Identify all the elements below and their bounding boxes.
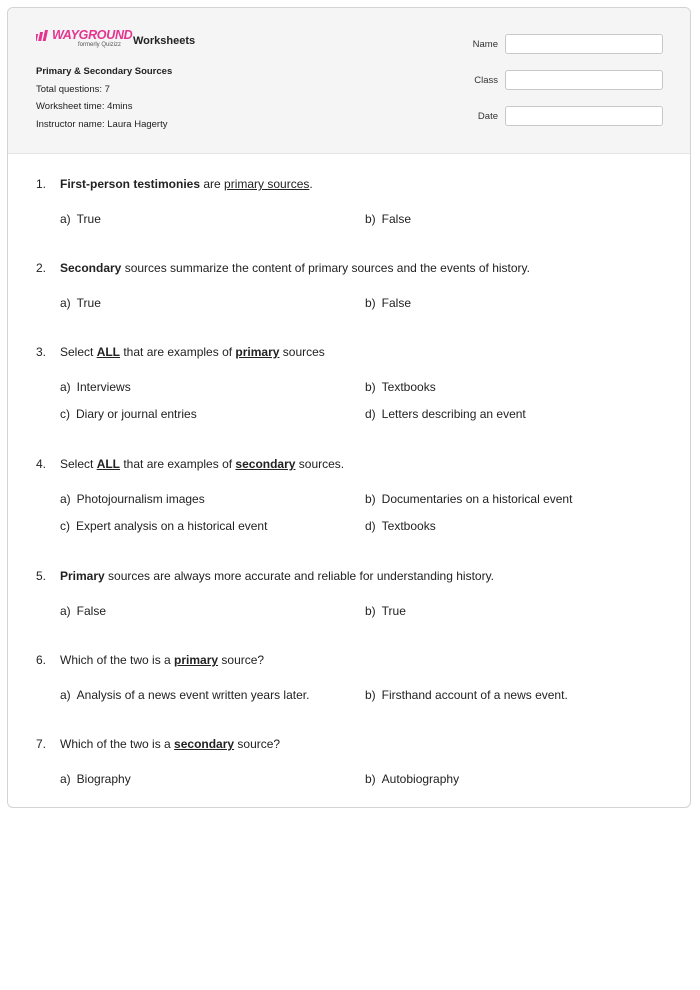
question-text-part: Primary [60, 569, 105, 583]
worksheet-time: Worksheet time: 4mins [36, 101, 133, 112]
question-text-part: Secondary [60, 261, 122, 275]
answer-option[interactable] [60, 772, 131, 786]
question-number: 1. [36, 177, 47, 191]
brand-logo [36, 28, 132, 54]
question-text-part: ALL [96, 345, 121, 359]
question-text-part: primary [174, 653, 219, 667]
name-field[interactable] [505, 34, 663, 54]
option-text: Photojournalism images [76, 492, 205, 506]
question-text-part: Which of the two is a [60, 653, 175, 667]
question-number: 4. [36, 457, 47, 471]
instructor-name: Instructor name: Laura Hagerty [36, 119, 168, 130]
option-text: Analysis of a news event written years later. [76, 688, 310, 702]
question-text [60, 569, 494, 583]
question-text [60, 653, 264, 667]
question-number: 6. [36, 653, 47, 667]
option-text: Letters describing an event [381, 407, 526, 421]
answer-option[interactable] [60, 688, 309, 702]
answer-option[interactable] [60, 296, 101, 310]
option-text: Expert analysis on a historical event [76, 519, 268, 533]
answer-option[interactable] [60, 519, 267, 533]
option-text: False [381, 296, 412, 310]
option-text: Textbooks [381, 380, 436, 394]
question-text [60, 345, 325, 359]
question-number: 7. [36, 737, 47, 751]
question-text-part: secondary [174, 737, 235, 751]
option-letter: b) [365, 604, 376, 618]
answer-option[interactable] [365, 604, 406, 618]
option-text: True [76, 212, 101, 226]
question-number: 2. [36, 261, 47, 275]
answer-option[interactable] [365, 492, 572, 506]
answer-option[interactable] [60, 492, 205, 506]
answer-option[interactable] [365, 407, 526, 421]
brand-logo-text: WAYGROUND [52, 28, 133, 42]
option-letter: a) [60, 492, 71, 506]
question-text-part: source? [218, 653, 265, 667]
question-text-part: primary [235, 345, 280, 359]
question-text-part: . [309, 177, 313, 191]
option-letter: b) [365, 492, 376, 506]
option-text: True [76, 296, 101, 310]
question-text-part: sources. [295, 457, 345, 471]
question-number: 3. [36, 345, 47, 359]
option-text: Autobiography [381, 772, 460, 786]
answer-option[interactable] [60, 212, 101, 226]
option-text: False [76, 604, 107, 618]
option-text: Firsthand account of a news event. [381, 688, 568, 702]
answer-option[interactable] [60, 407, 197, 421]
option-letter: b) [365, 688, 376, 702]
option-text: Textbooks [381, 519, 436, 533]
option-letter: a) [60, 604, 71, 618]
question-text-part: sources summarize the content of primary sources and the events of history. [121, 261, 530, 275]
question-text-part: Select [60, 345, 97, 359]
name-label: Name [472, 39, 498, 50]
option-text: Documentaries on a historical event [381, 492, 573, 506]
date-field[interactable] [505, 106, 663, 126]
answer-option[interactable] [365, 380, 436, 394]
question-text [60, 177, 313, 191]
question-text-part: ALL [96, 457, 121, 471]
question-text [60, 737, 280, 751]
question-text-part: secondary [235, 457, 296, 471]
answer-option[interactable] [365, 296, 411, 310]
question-text-part: sources are always more accurate and reliable for understanding history. [104, 569, 495, 583]
question-text-part: source? [234, 737, 281, 751]
question-text-part: Select [60, 457, 97, 471]
option-letter: b) [365, 380, 376, 394]
class-field[interactable] [505, 70, 663, 90]
question-text [60, 457, 344, 471]
option-letter: d) [365, 519, 376, 533]
option-text: Interviews [76, 380, 131, 394]
class-label: Class [474, 75, 498, 86]
answer-option[interactable] [60, 380, 131, 394]
question-text-part: primary sources [224, 177, 310, 191]
question-text-part: that are examples of [120, 457, 236, 471]
option-letter: a) [60, 688, 71, 702]
answer-option[interactable] [365, 519, 436, 533]
answer-option[interactable] [365, 772, 459, 786]
wayground-logo-icon [36, 30, 49, 41]
question-number: 5. [36, 569, 47, 583]
question-text-part: sources [279, 345, 325, 359]
option-letter: c) [60, 407, 70, 421]
option-letter: c) [60, 519, 70, 533]
option-letter: a) [60, 212, 71, 226]
option-letter: a) [60, 380, 71, 394]
brand-title: Worksheets [133, 35, 196, 47]
option-text: True [381, 604, 406, 618]
option-text: Biography [76, 772, 131, 786]
answer-option[interactable] [60, 604, 106, 618]
answer-option[interactable] [365, 688, 568, 702]
option-letter: a) [60, 772, 71, 786]
option-letter: b) [365, 212, 376, 226]
option-text: False [381, 212, 412, 226]
worksheet-card [7, 7, 691, 808]
brand-sub-text: formerly Quizizz [78, 42, 122, 48]
worksheet-header [8, 8, 690, 154]
question-text [60, 261, 530, 275]
worksheet-title: Primary & Secondary Sources [36, 66, 173, 77]
question-text-part: are [200, 177, 225, 191]
date-label: Date [477, 111, 498, 122]
option-text: Diary or journal entries [76, 407, 197, 421]
option-letter: a) [60, 296, 71, 310]
option-letter: b) [365, 772, 376, 786]
question-text-part: Which of the two is a [60, 737, 175, 751]
question-text-part: that are examples of [120, 345, 236, 359]
question-text-part: First-person testimonies [60, 177, 201, 191]
option-letter: d) [365, 407, 376, 421]
option-letter: b) [365, 296, 376, 310]
total-questions: Total questions: 7 [36, 84, 110, 95]
answer-option[interactable] [365, 212, 411, 226]
